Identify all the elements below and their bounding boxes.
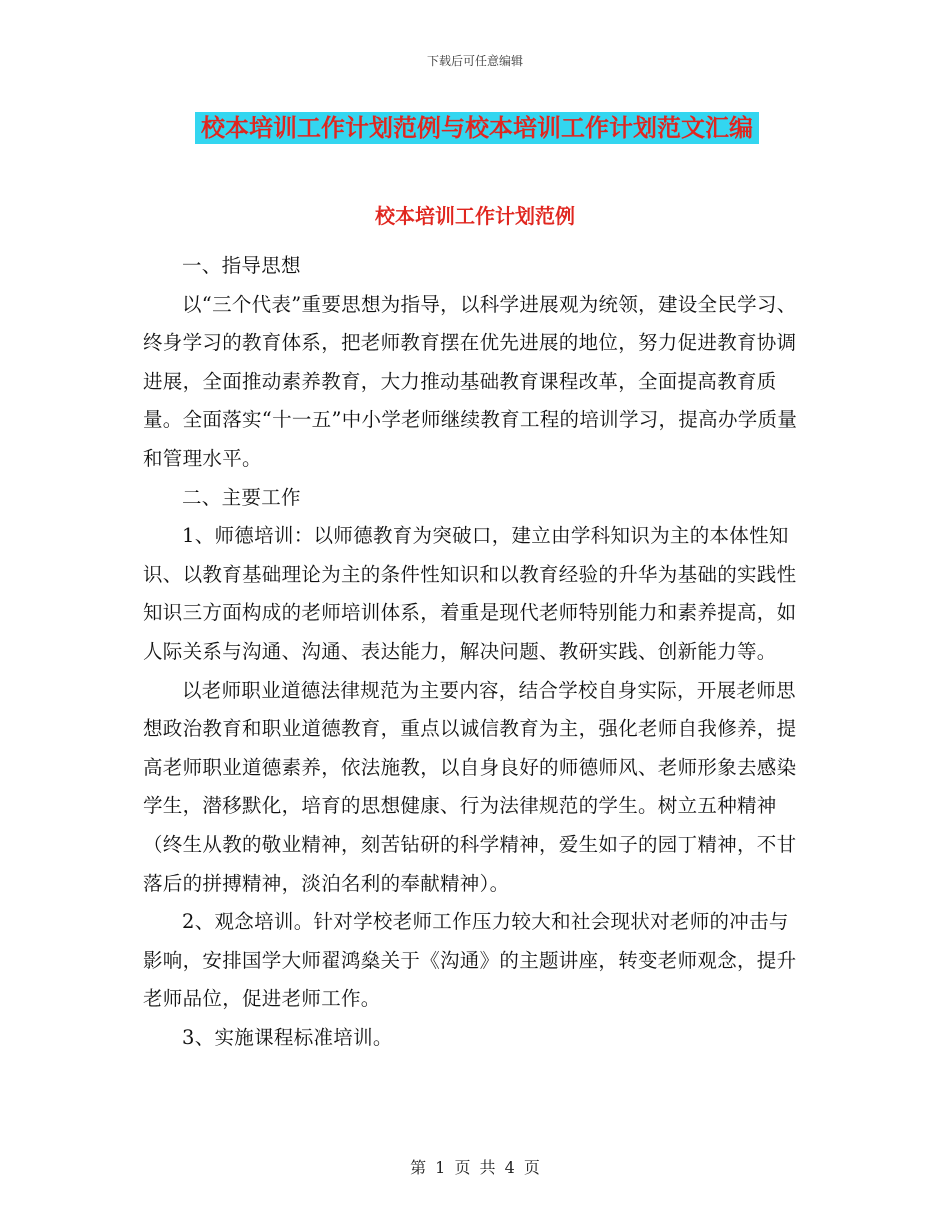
paragraph-ethics-training: 1、师德培训：以师德教育为突破口，建立由学科知识为主的本体性知识、以教育基础理论为主的条件性知识和以教育经验的升华为基础的实践性知识三方面构成的老师培训体系，着重是现代老师特别能力和素养提高，如人际关系与沟通、沟通、表达能力，解决问题、教研实践、创新能力等。 bbox=[143, 524, 797, 663]
paragraph-curriculum-training: 3、实施课程标准培训。 bbox=[182, 1025, 393, 1049]
section-title: 校本培训工作计划范例 bbox=[375, 204, 575, 228]
document-body bbox=[143, 247, 805, 1057]
paragraph-concept-training: 2、观念培训。针对学校老师工作压力较大和社会现状对老师的冲击与影响，安排国学大师翟鸿燊关于《沟通》的主题讲座，转变老师观念，提升老师品位，促进老师工作。 bbox=[143, 910, 797, 1011]
header-note: 下载后可任意编辑 bbox=[426, 54, 523, 68]
page-footer: 第 1 页 共 4 页 bbox=[410, 1158, 540, 1177]
paragraph-professional-ethics: 以老师职业道德法律规范为主要内容，结合学校自身实际，开展老师思想政治教育和职业道德教育，重点以诚信教育为主，强化老师自我修养，提高老师职业道德素养，依法施教，以自身良好的师德师风、老师形象去感染学生，潜移默化，培育的思想健康、行为法律规范的学生。树立五种精神（终生从教的敬业精神，刻苦钻研的科学精神，爱生如子的园丁精神，不甘落后的拼搏精神，淡泊名利的奉献精神）。 bbox=[143, 678, 797, 895]
document-title: 校本培训工作计划范例与校本培训工作计划范文汇编 bbox=[201, 114, 753, 142]
document-title-highlight bbox=[195, 112, 759, 144]
heading-main-work: 二、主要工作 bbox=[182, 485, 301, 509]
paragraph-guiding-ideology: 以“三个代表”重要思想为指导，以科学进展观为统领，建设全民学习、终身学习的教育体系，把老师教育摆在优先进展的地位，努力促进教育协调进展，全面推动素养教育，大力推动基础教育课程改革，全面提高教育质量。全面落实“十一五”中小学老师继续教育工程的培训学习，提高办学质量和管理水平。 bbox=[143, 292, 798, 470]
heading-guiding-ideology: 一、指导思想 bbox=[182, 254, 301, 277]
